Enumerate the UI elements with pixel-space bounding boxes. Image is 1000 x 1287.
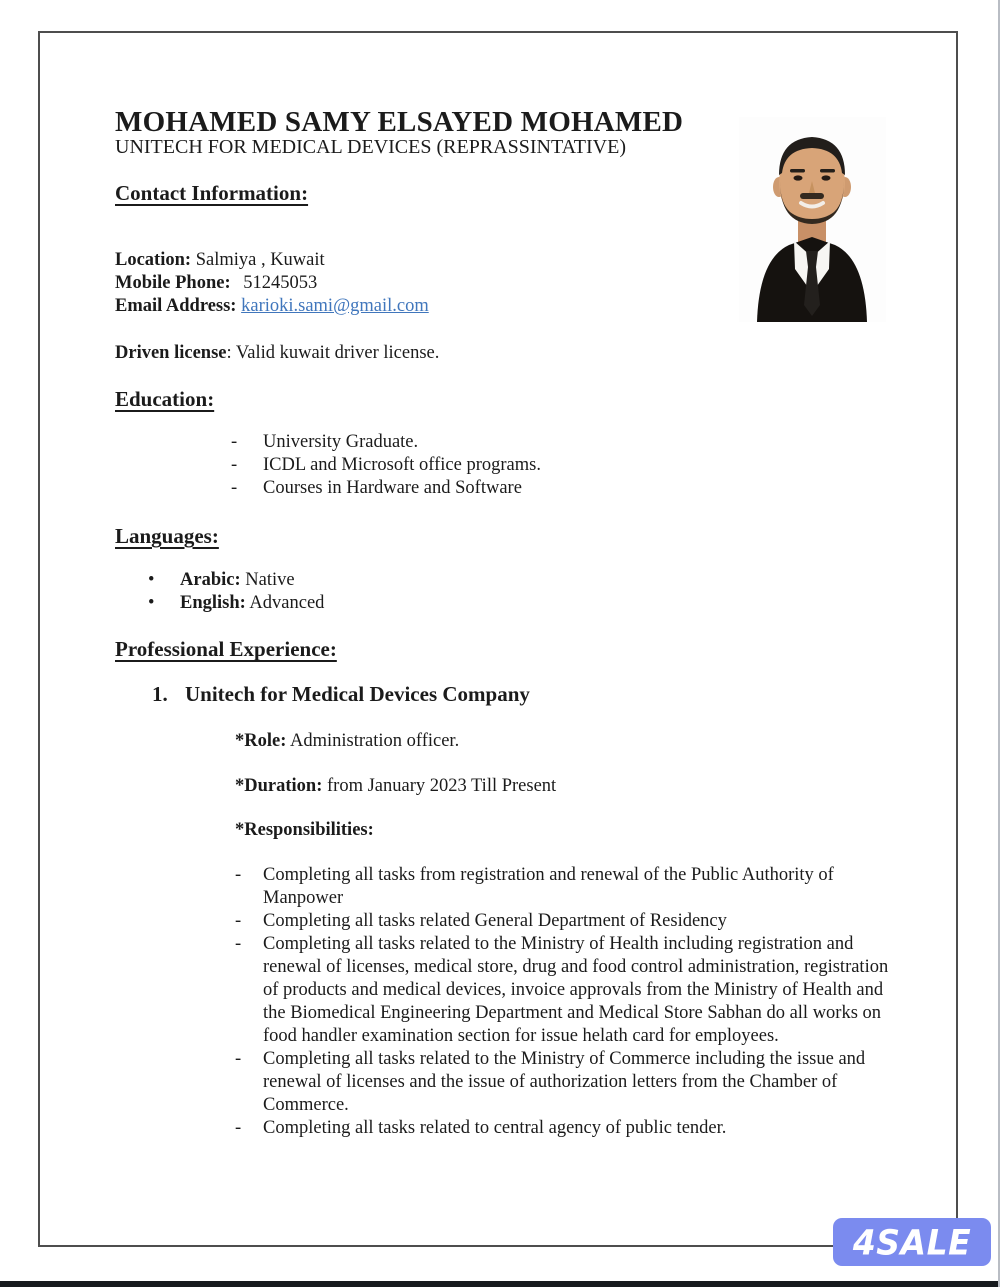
dash-bullet: - xyxy=(231,478,238,498)
list-item xyxy=(115,933,890,1048)
list-item xyxy=(115,910,890,933)
education-item-text: ICDL and Microsoft office programs. xyxy=(263,455,541,475)
responsibilities-label: *Responsibilities: xyxy=(235,820,374,840)
role-label: *Role: xyxy=(235,731,287,751)
dot-bullet: • xyxy=(148,570,155,590)
responsibilities-list xyxy=(115,864,890,1140)
languages-heading: Languages: xyxy=(115,524,219,548)
dot-bullet: • xyxy=(148,593,155,613)
mobile-label: Mobile Phone: xyxy=(115,273,231,293)
list-item xyxy=(115,454,890,477)
dash-bullet: - xyxy=(235,865,242,885)
person-name: MOHAMED SAMY ELSAYED MOHAMED xyxy=(115,106,684,138)
languages-list xyxy=(115,569,890,615)
education-item-text: Courses in Hardware and Software xyxy=(263,478,522,498)
duration-label: *Duration: xyxy=(235,776,323,796)
mobile-value: 51245053 xyxy=(243,273,318,293)
company-number: 1. xyxy=(152,682,168,706)
location-label: Location: xyxy=(115,250,192,270)
education-item-text: University Graduate. xyxy=(263,432,419,452)
experience-heading: Professional Experience: xyxy=(115,637,337,661)
language-label: English: xyxy=(180,593,246,613)
dash-bullet: - xyxy=(235,911,242,931)
language-value: Native xyxy=(245,570,295,590)
dash-bullet: - xyxy=(235,1049,242,1069)
company-line xyxy=(115,681,890,707)
list-item xyxy=(115,1048,890,1117)
document-page xyxy=(38,31,958,1247)
portrait-photo xyxy=(739,117,886,322)
role-line xyxy=(235,730,890,753)
contact-heading: Contact Information: xyxy=(115,181,309,205)
responsibility-text: Completing all tasks related to central agency of public tender. xyxy=(263,1118,727,1138)
license-label: Driven license xyxy=(115,343,227,363)
email-label: Email Address: xyxy=(115,296,237,316)
language-value: Advanced xyxy=(249,593,325,613)
list-item xyxy=(115,477,890,500)
responsibility-text: Completing all tasks from registration and renewal of the Public Authority of Manpower xyxy=(263,865,834,908)
language-item xyxy=(180,569,295,592)
responsibility-text: Completing all tasks related General Department of Residency xyxy=(263,911,727,931)
license-value: : Valid kuwait driver license. xyxy=(226,343,440,363)
list-item xyxy=(115,431,890,454)
list-item xyxy=(115,1117,890,1140)
license-line xyxy=(115,342,890,365)
company-name: Unitech for Medical Devices Company xyxy=(185,682,530,706)
dash-bullet: - xyxy=(235,1118,242,1138)
list-item xyxy=(115,864,890,910)
duration-value: from January 2023 Till Present xyxy=(327,776,557,796)
dash-bullet: - xyxy=(231,455,238,475)
language-label: Arabic: xyxy=(180,570,241,590)
role-value: Administration officer. xyxy=(289,731,460,751)
location-value: Salmiya , Kuwait xyxy=(195,250,325,270)
email-link[interactable]: karioki.sami@gmail.com xyxy=(241,296,429,316)
responsibility-text: Completing all tasks related to the Ministry of Commerce including the issue and renewal of licenses and the issue of authorization letters from the Chamber of Commerce. xyxy=(263,1049,866,1115)
language-item xyxy=(180,592,324,615)
4sale-watermark-label: 4SALE xyxy=(852,1221,972,1263)
education-list xyxy=(115,431,890,500)
education-heading: Education: xyxy=(115,387,215,411)
portrait-photo-icon xyxy=(739,117,886,322)
list-item xyxy=(115,592,890,615)
person-subtitle: UNITECH FOR MEDICAL DEVICES (REPRASSINTATIVE) xyxy=(115,136,626,158)
responsibility-text: Completing all tasks related to the Ministry of Health including registration and renewal of licenses, medical store, drug and food control administration, registration of products and medical devices, invoice approvals from the Ministry of Health and the Biomedical Engineering Department and Medical Store Sabhan do all works on food handler examination section for issue helath card for employees. xyxy=(263,934,889,1046)
dash-bullet: - xyxy=(231,432,238,452)
4sale-watermark xyxy=(833,1218,991,1266)
screen-bottom-bar xyxy=(0,1281,1000,1287)
dash-bullet: - xyxy=(235,934,242,954)
duration-line xyxy=(235,775,890,798)
list-item xyxy=(115,569,890,592)
